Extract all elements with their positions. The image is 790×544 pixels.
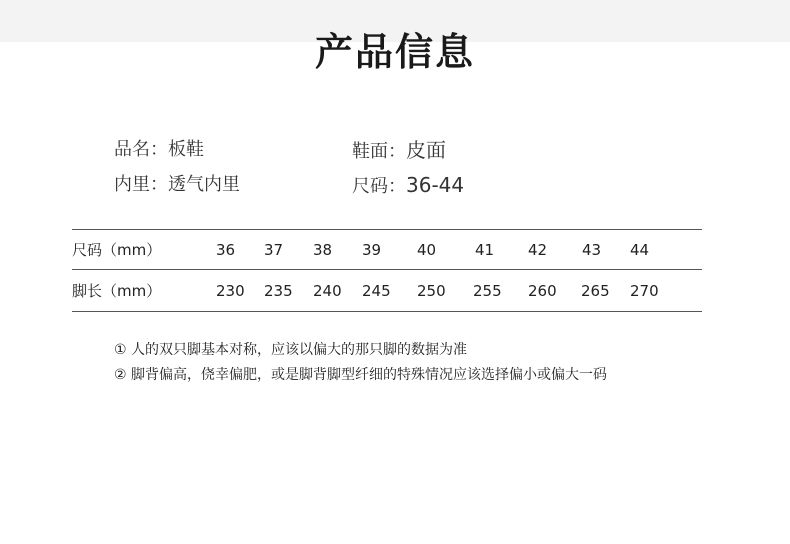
table-cell: 235 bbox=[264, 282, 293, 300]
table-cell: 270 bbox=[630, 282, 659, 300]
table-cell: 43 bbox=[582, 241, 602, 259]
table-top-rule bbox=[72, 229, 702, 230]
info-value: 皮面 bbox=[406, 138, 446, 162]
info-value: 板鞋 bbox=[168, 139, 204, 160]
table-cell: 44 bbox=[630, 241, 650, 259]
size-table bbox=[72, 229, 702, 313]
info-value: 透气内里 bbox=[168, 174, 240, 195]
note-item: ② 脚背偏高，侥幸偏肥，或是脚背脚型纤细的特殊情况应该选择偏小或偏大一码 bbox=[114, 367, 607, 383]
table-cell: 40 bbox=[417, 241, 437, 259]
table-cell: 37 bbox=[264, 241, 284, 259]
table-cell: 250 bbox=[417, 282, 446, 300]
page-title: 产品信息 bbox=[314, 30, 475, 74]
row-label-foot-length: 脚长（mm） bbox=[72, 282, 162, 300]
table-cell: 38 bbox=[313, 241, 333, 259]
row-label-size: 尺码（mm） bbox=[72, 241, 162, 259]
info-label: 内里： bbox=[114, 174, 168, 195]
table-cell: 42 bbox=[528, 241, 548, 259]
table-cell: 260 bbox=[528, 282, 557, 300]
table-cell: 245 bbox=[362, 282, 391, 300]
info-size-range bbox=[352, 173, 464, 199]
info-value: 36-44 bbox=[406, 173, 465, 197]
table-cell: 230 bbox=[216, 282, 245, 300]
table-cell: 41 bbox=[475, 241, 495, 259]
info-label: 鞋面： bbox=[352, 141, 406, 162]
info-product-name bbox=[114, 138, 204, 162]
table-cell: 255 bbox=[473, 282, 502, 300]
table-middle-rule bbox=[72, 269, 702, 270]
table-cell: 39 bbox=[362, 241, 382, 259]
info-lining bbox=[114, 173, 240, 197]
table-cell: 265 bbox=[581, 282, 610, 300]
note-item: ① 人的双只脚基本对称，应该以偏大的那只脚的数据为准 bbox=[114, 342, 467, 358]
table-cell: 36 bbox=[216, 241, 236, 259]
table-bottom-rule bbox=[72, 311, 702, 312]
info-upper-material bbox=[352, 138, 446, 164]
info-label: 品名： bbox=[114, 139, 168, 160]
info-label: 尺码： bbox=[352, 176, 406, 197]
table-cell: 240 bbox=[313, 282, 342, 300]
